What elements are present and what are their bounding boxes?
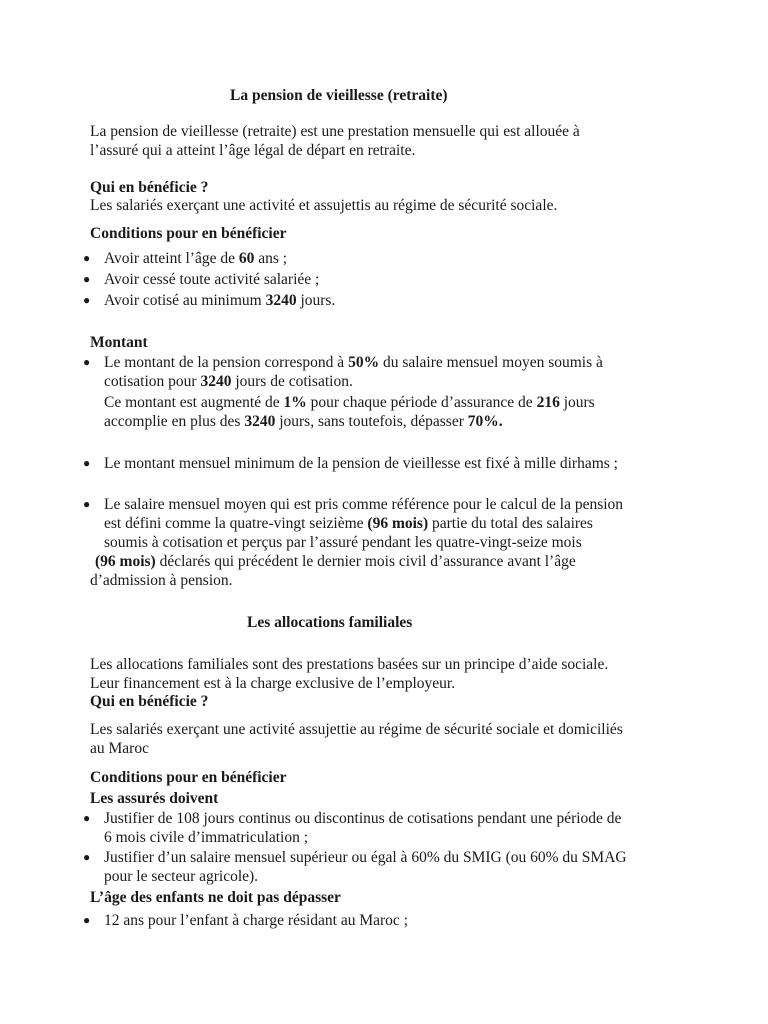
bullet-icon: ●: [83, 272, 91, 286]
bullet-icon: ●: [83, 850, 91, 864]
conditions-list: [80, 249, 680, 310]
conditions-heading: Conditions pour en bénéficier: [90, 225, 287, 242]
bullet-icon: ●: [83, 456, 91, 470]
allocations-conditions-heading: Conditions pour en bénéficier: [90, 769, 287, 786]
list-item: ● Avoir cotisé au minimum 3240 jours.: [83, 292, 336, 309]
list-item: ● Justifier de 108 jours continus ou discontinus de cotisations pendant une période de 6 mois civile d’immatriculation ;: [83, 810, 622, 846]
bullet-icon: ●: [83, 811, 91, 825]
reference-continuation: (96 mois) déclarés qui précédent le dernier mois civil d’assurance avant l’âge d’admission à pension.: [90, 553, 576, 589]
bullet-icon: ●: [83, 293, 91, 307]
insured-list: [80, 809, 680, 886]
bullet-icon: ●: [83, 251, 91, 265]
list-item: ● Avoir cessé toute activité salariée ;: [83, 271, 320, 288]
age-list: [80, 911, 680, 930]
intro-paragraph: La pension de vieillesse (retraite) est une prestation mensuelle qui est allouée à l’assuré qui a atteint l’âge légal de départ en retraite.: [90, 123, 580, 159]
allocations-intro: Les allocations familiales sont des prestations basées sur un principe d’aide sociale. Leur financement est à la charge exclusive de l’employeur.: [90, 656, 609, 692]
allocations-who-heading: Qui en bénéficie ?: [90, 693, 209, 710]
bullet-icon: ●: [83, 497, 91, 511]
section-title-pension: La pension de vieillesse (retraite): [230, 87, 448, 104]
list-item: ● Le montant mensuel minimum de la pension de vieillesse est fixé à mille dirhams ;: [83, 455, 618, 472]
montant-heading: Montant: [90, 334, 148, 351]
age-heading: L’âge des enfants ne doit pas dépasser: [90, 889, 341, 906]
who-text: Les salariés exerçant une activité et assujettis au régime de sécurité sociale.: [90, 197, 558, 214]
who-heading: Qui en bénéficie ?: [90, 179, 209, 196]
bullet-icon: ●: [83, 913, 91, 927]
montant-list: [80, 353, 680, 431]
list-item: ● 12 ans pour l’enfant à charge résidant au Maroc ;: [83, 912, 408, 929]
list-item: ● Le montant de la pension correspond à 50% du salaire mensuel moyen soumis à cotisation pour 3240 jours de cotisation. Ce montant est augmenté de 1% pour chaque période d’assurance de 216 jours accomplie en plus des 3240 jours, sans toutefois, dépasser 70%.: [83, 354, 603, 430]
section-title-allocations: Les allocations familiales: [247, 614, 413, 631]
list-item: ● Justifier d’un salaire mensuel supérieur ou égal à 60% du SMIG (ou 60% du SMAG pour le secteur agricole).: [83, 849, 627, 885]
list-item: ● Le salaire mensuel moyen qui est pris comme référence pour le calcul de la pension est défini comme la quatre-vingt seizième (96 mois) partie du total des salaires soumis à cotisation et perçus par l’assuré pendant les quatre-vingt-seize mois: [83, 496, 624, 551]
allocations-who-text: Les salariés exerçant une activité assujettie au régime de sécurité sociale et domiciliés au Maroc: [90, 721, 623, 757]
bullet-icon: ●: [83, 355, 91, 369]
insured-heading: Les assurés doivent: [90, 790, 219, 807]
list-item: ● Avoir atteint l’âge de 60 ans ;: [83, 250, 288, 267]
montant-minimum-list: [80, 454, 680, 473]
salaire-reference-list: [80, 495, 680, 552]
